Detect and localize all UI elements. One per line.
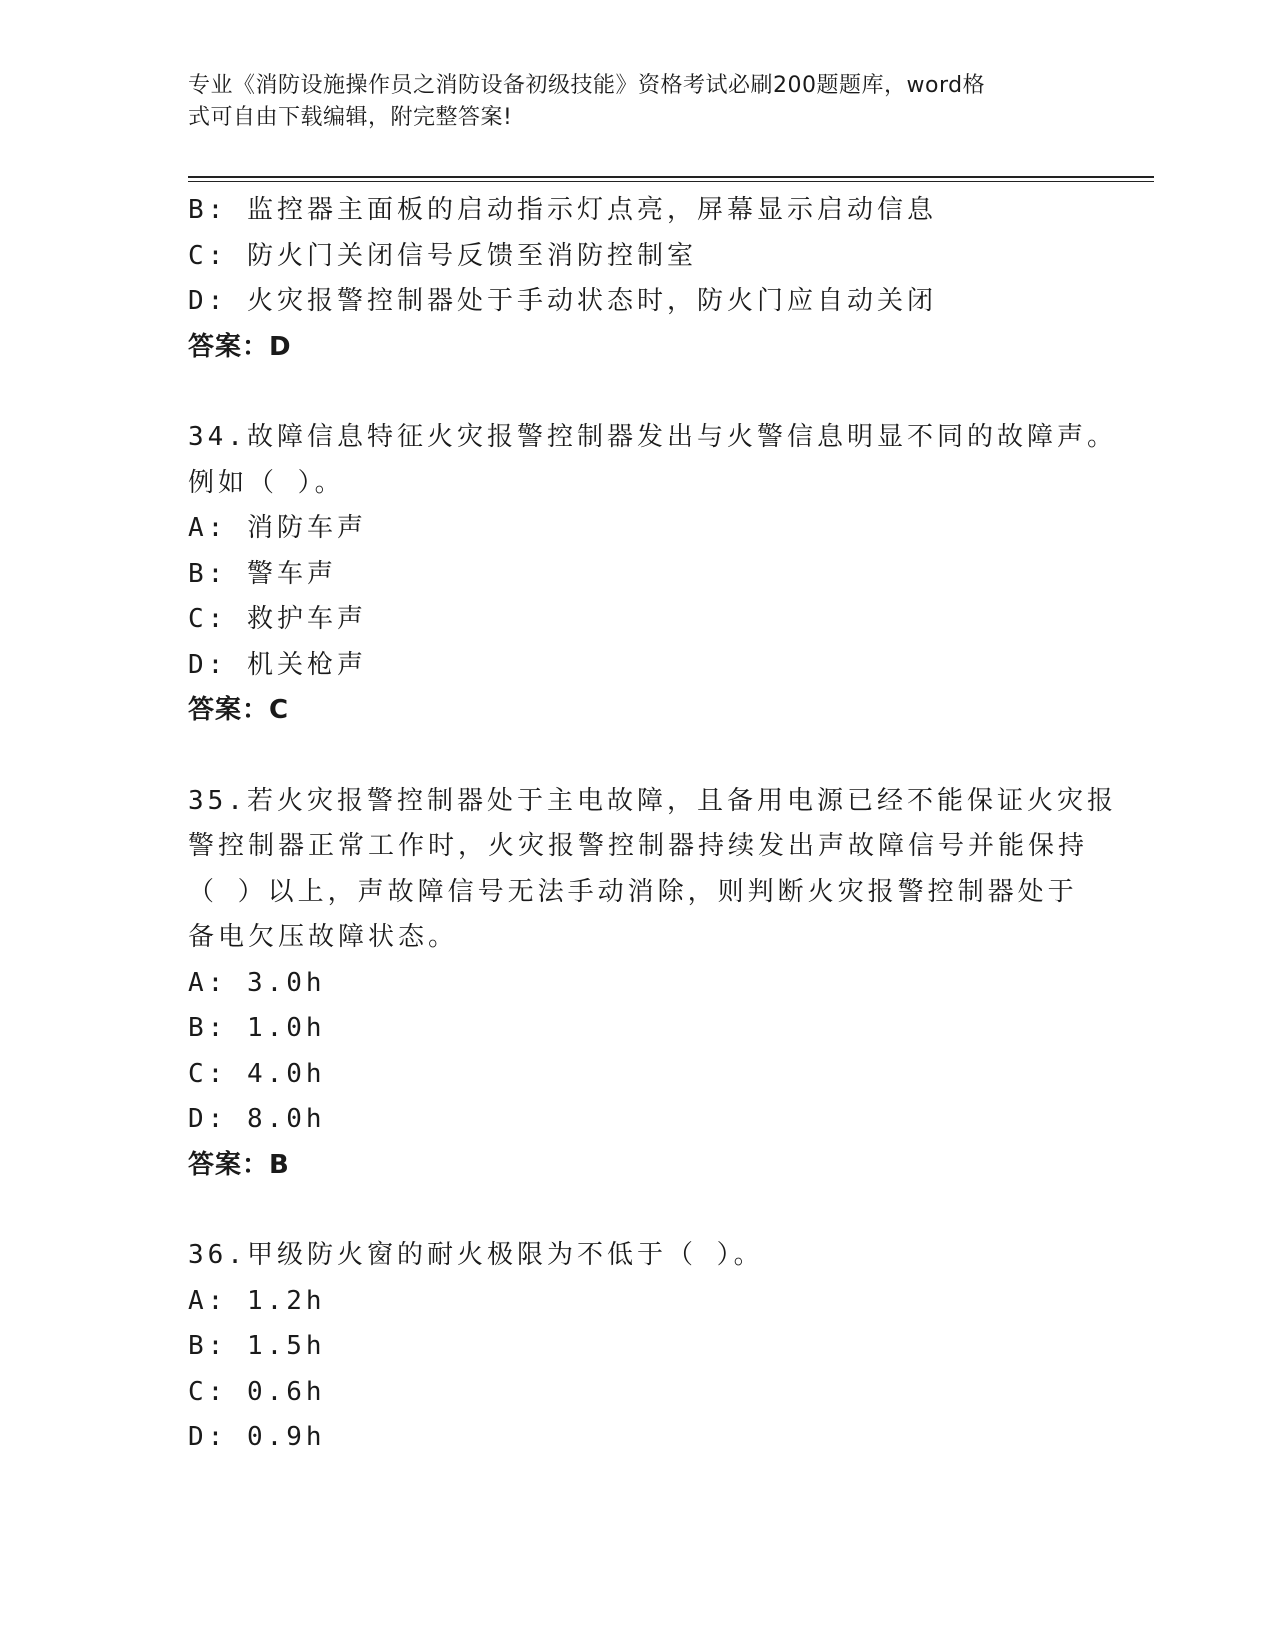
question-text-line: 34.故障信息特征火灾报警控制器发出与火警信息明显不同的故障声。 bbox=[188, 422, 1117, 452]
option-c: C: 防火门关闭信号反馈至消防控制室 bbox=[188, 240, 697, 271]
header-divider bbox=[188, 176, 1154, 182]
question-text-line: 36.甲级防火窗的耐火极限为不低于（ ）。 bbox=[188, 1240, 764, 1270]
option-b: B: 监控器主面板的启动指示灯点亮，屏幕显示启动信息 bbox=[188, 195, 937, 225]
option-a: A: 3.0h bbox=[188, 967, 326, 998]
option-d: D: 机关枪声 bbox=[188, 649, 367, 680]
option-c: C: 救护车声 bbox=[188, 604, 367, 634]
option-d: D: 0.9h bbox=[188, 1422, 326, 1452]
question-35 bbox=[188, 779, 1117, 1189]
question-33-continued bbox=[188, 188, 1088, 370]
answer: 答案：B bbox=[188, 1149, 290, 1180]
question-34 bbox=[188, 415, 1117, 734]
answer: 答案：D bbox=[188, 331, 292, 362]
option-c: C: 0.6h bbox=[188, 1376, 326, 1407]
spacer bbox=[188, 1188, 1088, 1233]
header-title-line-1: 专业《消防设施操作员之消防设备初级技能》资格考试必刷200题题库，word格 bbox=[188, 73, 986, 98]
spacer bbox=[188, 370, 1088, 415]
option-c: C: 4.0h bbox=[188, 1058, 326, 1089]
question-text-line: 警控制器正常工作时，火灾报警控制器持续发出声故障信号并能保持 bbox=[188, 831, 1089, 861]
option-b: B: 警车声 bbox=[188, 558, 337, 589]
option-d: D: 8.0h bbox=[188, 1104, 326, 1134]
option-a: A: 1.2h bbox=[188, 1285, 326, 1316]
spacer bbox=[188, 734, 1088, 779]
option-a: A: 消防车声 bbox=[188, 513, 367, 543]
option-d: D: 火灾报警控制器处于手动状态时，防火门应自动关闭 bbox=[188, 286, 937, 316]
question-text-line: 备电欠压故障状态。 bbox=[188, 922, 459, 952]
question-text-line: 例如（ ）。 bbox=[188, 467, 345, 498]
question-text-line: （ ）以上，声故障信号无法手动消除，则判断火灾报警控制器处于 bbox=[188, 876, 1078, 907]
page-header bbox=[188, 70, 1068, 134]
question-36 bbox=[188, 1233, 1088, 1461]
answer: 答案：C bbox=[188, 695, 290, 725]
option-b: B: 1.0h bbox=[188, 1013, 326, 1043]
option-b: B: 1.5h bbox=[188, 1331, 326, 1361]
question-text-line: 35.若火灾报警控制器处于主电故障，且备用电源已经不能保证火灾报 bbox=[188, 785, 1117, 816]
document-body bbox=[188, 188, 1117, 1461]
header-title-line-2: 式可自由下载编辑，附完整答案! bbox=[188, 105, 513, 130]
